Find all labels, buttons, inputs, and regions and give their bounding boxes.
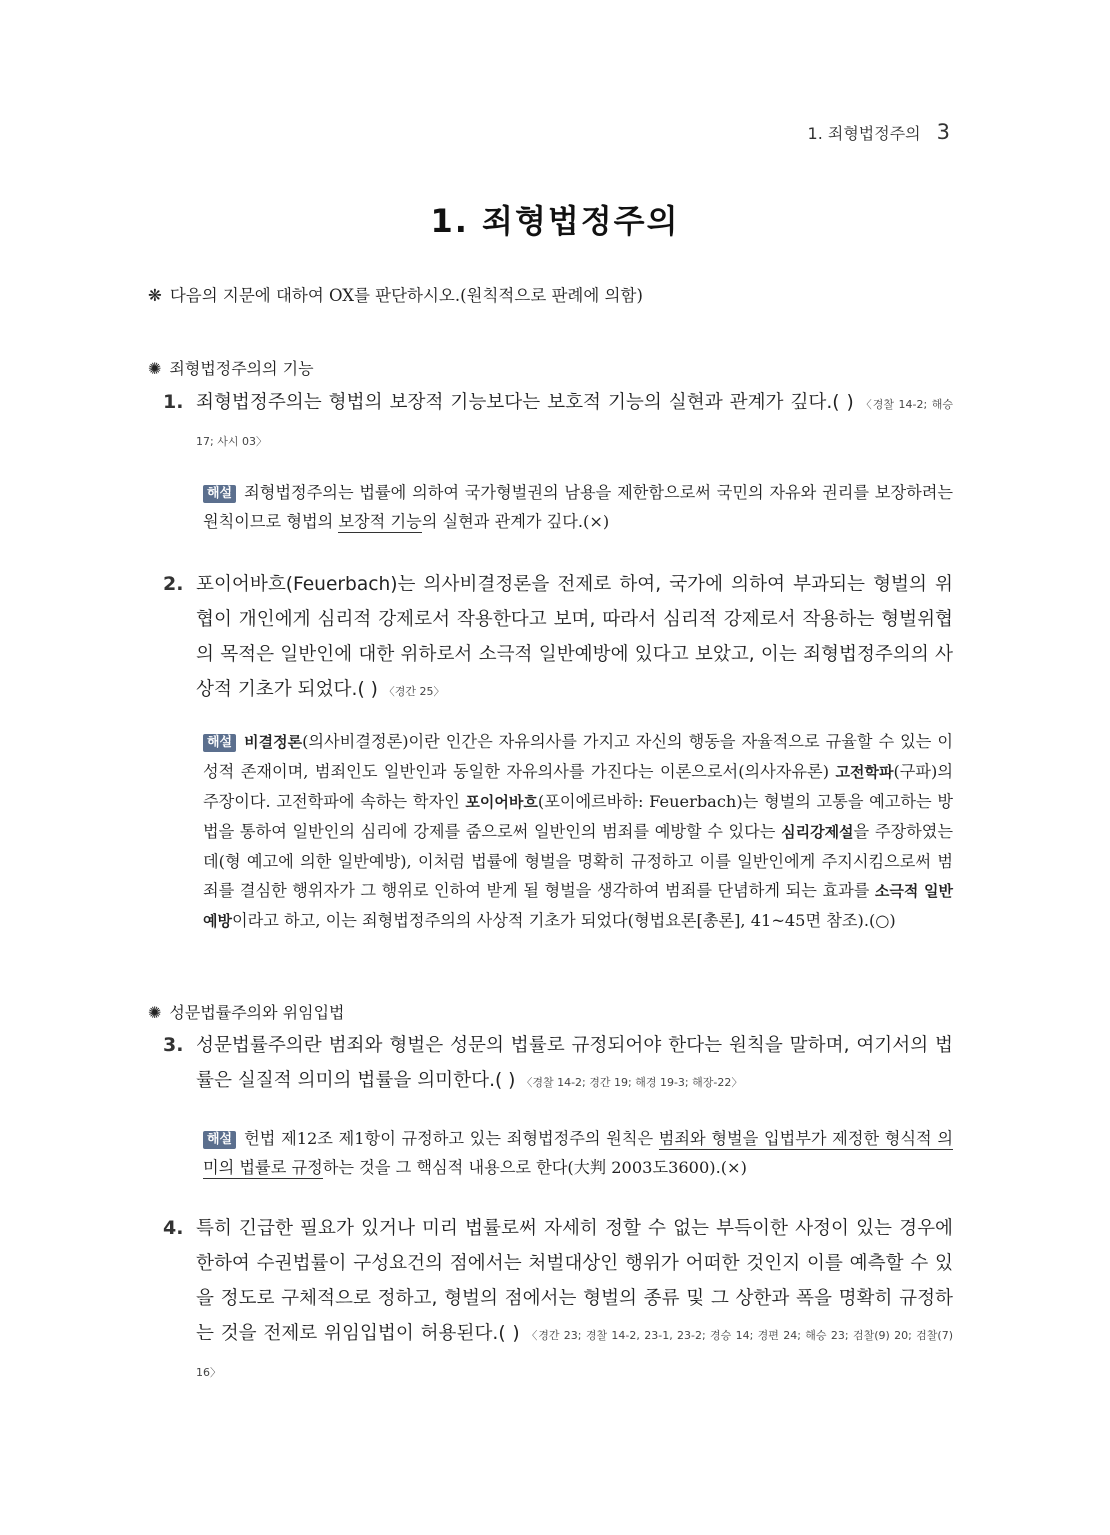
answer-text: 의 실현과 관계가 깊다.(×): [421, 512, 610, 531]
answer-blank-paren: ( ): [494, 1070, 516, 1091]
running-header: [808, 120, 950, 144]
question-source: 〈경간 25〉: [383, 685, 445, 698]
answer-badge: 해설: [203, 1131, 236, 1149]
answer-blank-paren: ( ): [357, 679, 378, 700]
question-number: 3.: [163, 1034, 184, 1056]
instruction: [148, 282, 958, 306]
question-1: [163, 385, 953, 459]
section-heading: [148, 356, 314, 379]
question-source: 〈경간 23; 경찰 14-2, 23-1, 23-2; 경승 14; 경편 24; 해승 23; 검찰(9) 20; 검찰(7) 16〉: [196, 1329, 953, 1379]
section-title: 성문법률주의와 위임입법: [169, 1003, 345, 1022]
question-source: 〈경찰 14-2; 해승 17; 사시 03〉: [196, 398, 954, 448]
question-text: 성문법률주의란 범죄와 형벌은 성문의 법률로 규정되어야 한다는 원칙을 말하며, 여기서의 법률은 실질적 의미의 법률을 의미한다.: [196, 1035, 953, 1091]
key-term: 고전학파: [835, 763, 894, 781]
question-2: [163, 567, 953, 709]
answer-badge: 해설: [203, 485, 236, 503]
answer-blank-paren: ( ): [832, 392, 854, 413]
instruction-text: 다음의 지문에 대하여 OX를 판단하시오.(원칙적으로 판례에 의함): [169, 286, 643, 305]
answer-text: (구파)의 주장이다. 고전학파에 속하는 학자인: [203, 762, 953, 811]
question-source: 〈경찰 14-2; 경간 19; 해경 19-3; 해장-22〉: [521, 1076, 743, 1089]
answer-text: (포이에르바하: Feuerbach)는 형벌의 고통을 예고하는 방법을 통하여 일반인의 심리에 강제를 줌으로써 일반인의 범죄를 예방할 수 있다는: [203, 792, 953, 841]
question-4: [163, 1211, 953, 1390]
answer-badge: 해설: [203, 734, 236, 752]
underlined-text: 보장적 기능: [338, 512, 422, 531]
question-text: 죄형법정주의는 형법의 보장적 기능보다는 보호적 기능의 실현과 관계가 깊다.: [196, 392, 833, 413]
answer-text: 을 주장하였는데(형 예고에 의한 일반예방), 이처럼 법률에 형벌을 명확히 규정하고 이를 일반인에게 주지시킴으로써 범죄를 결심한 행위자가 그 행위로 인하여 받게 될 형벌을 생각하여 범죄를 단념하게 되는 효과를: [203, 822, 954, 900]
question-text: 특히 긴급한 필요가 있거나 미리 법률로써 자세히 정할 수 없는 부득이한 사정이 있는 경우에 한하여 수권법률이 구성요건의 점에서는 처벌대상인 행위가 어떠한 것인지 이를 예측할 수 있을 정도로 구체적으로 정하고, 형벌의 점에서는 형벌의 종류 및 그 상한과 폭을 명확히 규정하는 것을 전제로 위임입법이 허용된다.: [196, 1218, 953, 1344]
answer-text: 하는 것을 그 핵심적 내용으로 한다(大判 2003도3600).(×): [322, 1158, 747, 1177]
key-term: 소극적 일반예방: [203, 882, 953, 930]
answer-2: [203, 727, 953, 936]
answer-text: (의사비결정론)이란 인간은 자유의사를 가지고 자신의 행동을 자율적으로 규율할 수 있는 이성적 존재이며, 범죄인도 일반인과 동일한 자유의사를 가진다는 이론으로서(의사자유론): [203, 732, 953, 781]
asterism-icon: ❋: [148, 286, 162, 305]
section-heading: [148, 1000, 345, 1023]
answer-3: [203, 1124, 953, 1182]
answer-text: 죄형법정주의는 법률에 의하여 국가형벌권의 남용을 제한함으로써 국민의 자유와 권리를 보장하려는 원칙이므로 형법의: [203, 483, 953, 531]
answer-text: 이라고 하고, 이는 죄형법정주의의 사상적 기초가 되었다(형법요론[총론], 41~45면 참조).(○): [231, 911, 896, 930]
chapter-title: 1. 죄형법정주의: [430, 202, 680, 240]
section-title: 죄형법정주의의 기능: [169, 359, 314, 378]
running-title: 1. 죄형법정주의: [807, 124, 921, 143]
key-term: 심리강제설: [781, 823, 854, 841]
underlined-text: 범죄와 형벌을 입법부가 제정한 형식적 의미의 법률로 규정: [203, 1129, 953, 1177]
question-3: [163, 1028, 953, 1100]
answer-text: 헌법 제12조 제1항이 규정하고 있는 죄형법정주의 원칙은: [244, 1129, 659, 1148]
answer-blank-paren: ( ): [498, 1323, 520, 1344]
key-term: 비결정론: [244, 733, 303, 751]
question-text: 포이어바흐(Feuerbach)는 의사비결정론을 전제로 하여, 국가에 의하여 부과되는 형벌의 위협이 개인에게 심리적 강제로서 작용한다고 보며, 따라서 심리적 강제로서 작용하는 형벌위협의 목적은 일반인에 대한 위하로서 소극적 일반예방에 있다고 보았고, 이는 죄형법정주의의 사상적 기초가 되었다.: [196, 574, 953, 700]
page-number: 3: [936, 120, 950, 144]
key-term: 포이어바흐: [465, 793, 538, 811]
answer-1: [203, 478, 953, 536]
question-number: 1.: [163, 391, 184, 413]
section-bullet-icon: ✺: [148, 359, 162, 378]
question-number: 2.: [163, 573, 184, 595]
question-number: 4.: [163, 1217, 184, 1239]
section-bullet-icon: ✺: [148, 1003, 162, 1022]
